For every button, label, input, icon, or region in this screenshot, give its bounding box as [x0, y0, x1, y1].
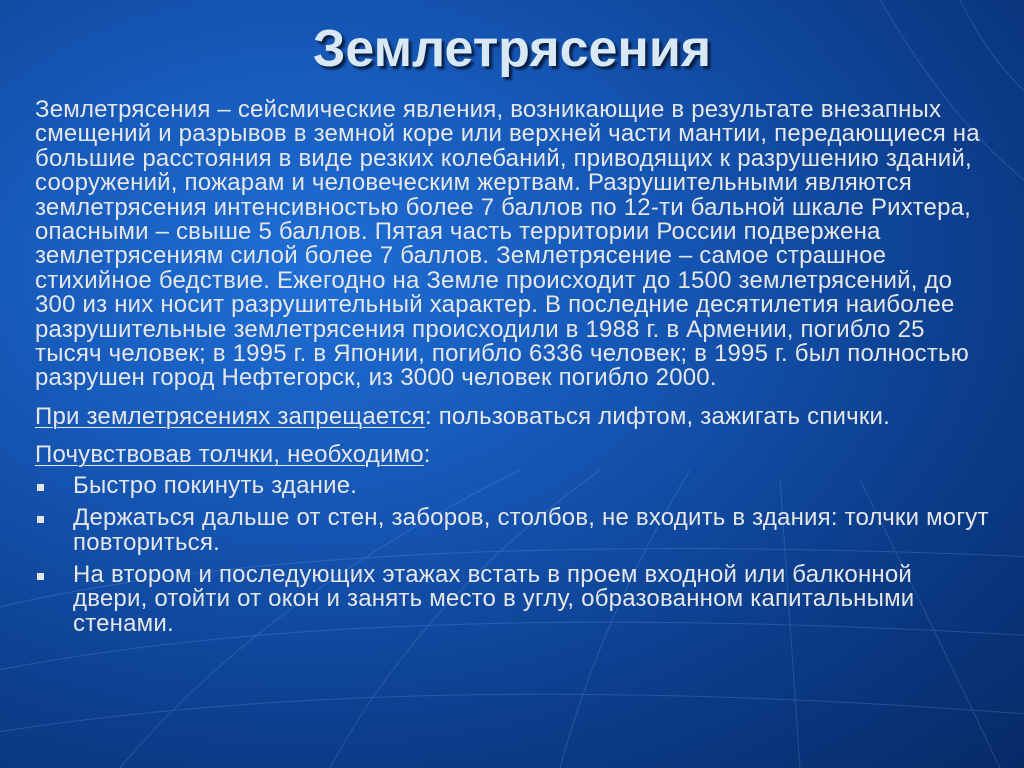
list-item — [35, 471, 990, 499]
prohibited-text: : пользоваться лифтом, зажигать спички. — [424, 402, 890, 430]
prohibited-label: При землетрясениях запрещается — [35, 402, 425, 430]
slide-title: Землетрясения — [312, 20, 712, 78]
list-item-text: На втором и последующих этажах встать в проем входной или балконной двери, отойти от окон и занять место в углу, образованном капитальными стенами. — [73, 560, 915, 637]
list-item-text: Быстро покинуть здание. — [73, 471, 358, 499]
necessary-paragraph — [35, 443, 990, 467]
list-item-text: Держаться дальше от стен, заборов, столбов, не входить в здания: толчки могут повториться. — [73, 504, 989, 556]
square-bullet-icon — [37, 573, 44, 580]
slide-body — [35, 98, 990, 644]
actions-list — [35, 471, 990, 637]
prohibited-paragraph — [35, 402, 990, 430]
square-bullet-icon — [37, 516, 44, 523]
square-bullet-icon — [37, 484, 44, 491]
necessary-text: : — [423, 441, 431, 469]
necessary-label: Почувствовав толчки, необходимо — [35, 441, 424, 469]
list-item — [35, 560, 990, 637]
list-item — [35, 506, 990, 555]
intro-paragraph: Землетрясения – сейсмические явления, возникающие в результате внезапных смещений и разрывов в земной коре или верхней части мантии, передающиеся на большие расстояния в виде резких колебаний, приводящих к разрушению зданий, сооружений, пожарам и человеческим жертвам. Разрушительными являются землетрясения интенсивностью более 7 баллов по 12-ти бальной шкале Рихтера, опасными – свыше 5 баллов. Пятая часть территории России подвержена землетрясениям силой более 7 баллов. Землетрясение – самое страшное стихийное бедствие. Ежегодно на Земле происходит до 1500 землетрясений, до 300 из них носит разрушительный характер. В последние десятилетия наиболее разрушительные землетрясения происходили в 1988 г. в Армении, погибло 25 тысяч человек; в 1995 г. в Японии, погибло 6336 человек; в 1995 г. был полностью разрушен город Нефтегорск, из 3000 человек погибло 2000. — [35, 96, 980, 392]
